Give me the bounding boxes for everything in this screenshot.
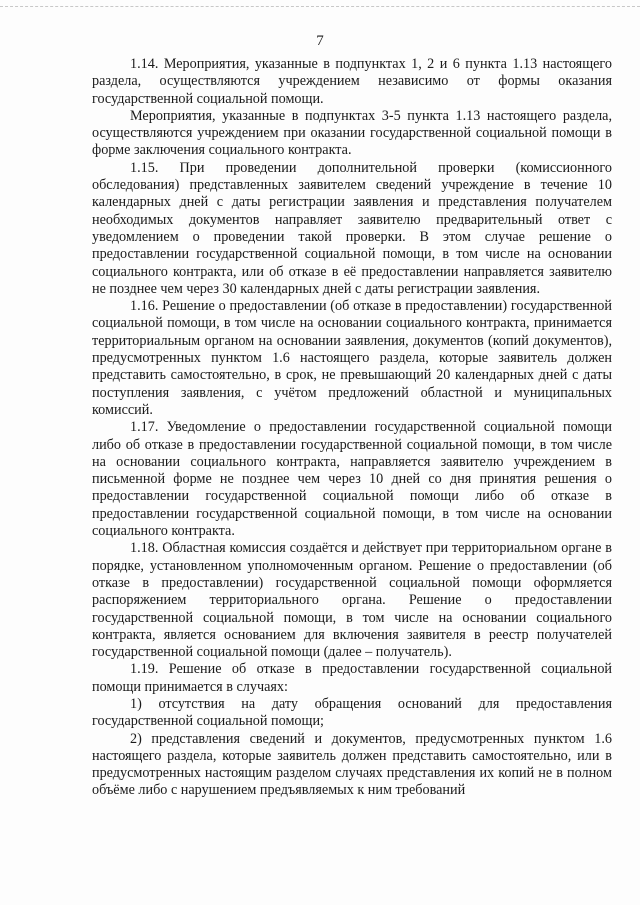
page-number: 7 (316, 33, 324, 49)
list-item-2: 2) представления сведений и документов, предусмотренных пунктом 1.6 настоящего раздела, которые заявитель должен представить самостоятельно, или в предусмотренных настоящим разделом случаях представления их копий не в полном объёме либо с нарушением предъявляемых к ним требований (92, 730, 612, 799)
paragraph-1-16: 1.16. Решение о предоставлении (об отказе в предоставлении) государственной социальной помощи, в том числе на основании социального контракта, принимается территориальным органом на основании заявления, документов (копий документов), предусмотренных пунктом 1.6 настоящего раздела, которые заявитель должен представить самостоятельно, в срок, не превышающий 20 календарных дней с даты поступления заявления, с учётом предложений областной и муниципальных комиссий. (92, 298, 612, 418)
scan-edge-line (0, 6, 640, 7)
paragraph-1-17: 1.17. Уведомление о предоставлении государственной социальной помощи либо об отказе в предоставлении государственной социальной помощи, в том числе на основании социального контракта, направляется заявителю учреждением в письменной форме не позднее чем через 10 дней со дня принятия решения о предоставлении государственной социальной помощи либо об отказе в предоставлении государственной социальной помощи, в том числе на основании социального контракта. (92, 419, 612, 540)
paragraph-1-18: 1.18. Областная комиссия создаётся и действует при территориальном органе в порядке, установленном уполномоченным органом. Решение о предоставлении (об отказе в предоставлении) государственной социальной помощи оформляется распоряжением территориального органа. Решение о предоставлении государственной социальной помощи, в том числе на основании социального контракта, является основанием для включения заявителя в реестр получателей государственной социальной помощи (далее – получатель). (92, 540, 612, 661)
paragraph-1-14-continued: Мероприятия, указанные в подпунктах 3-5 пункта 1.13 настоящего раздела, осуществляются учреждением при оказании государственной социальной помощи в форме заключения социального контракта. (92, 107, 612, 159)
paragraph-1-19: 1.19. Решение об отказе в предоставлении государственной социальной помощи принимается в случаях: (92, 661, 612, 695)
paragraph-1-15: 1.15. При проведении дополнительной проверки (комиссионного обследования) представленных заявителем сведений учреждение в течение 10 календарных дней с даты регистрации заявления и представления получателем необходимых документов направляет заявителю предварительный ответ с уведомлением о проведении такой проверки. В этом случае решение о предоставлении государственной социальной помощи, в том числе на основании социального контракта, или об отказе в её предоставлении направляется заявителю не позднее чем через 30 календарных дней с даты регистрации заявления. (92, 159, 612, 297)
list-item-1: 1) отсутствия на дату обращения оснований для предоставления государственной социальной помощи; (92, 695, 612, 730)
document-body (92, 56, 612, 800)
paragraph-1-14: 1.14. Мероприятия, указанные в подпунктах 1, 2 и 6 пункта 1.13 настоящего раздела, осуществляются учреждением независимо от формы оказания государственной социальной помощи. (92, 56, 612, 107)
